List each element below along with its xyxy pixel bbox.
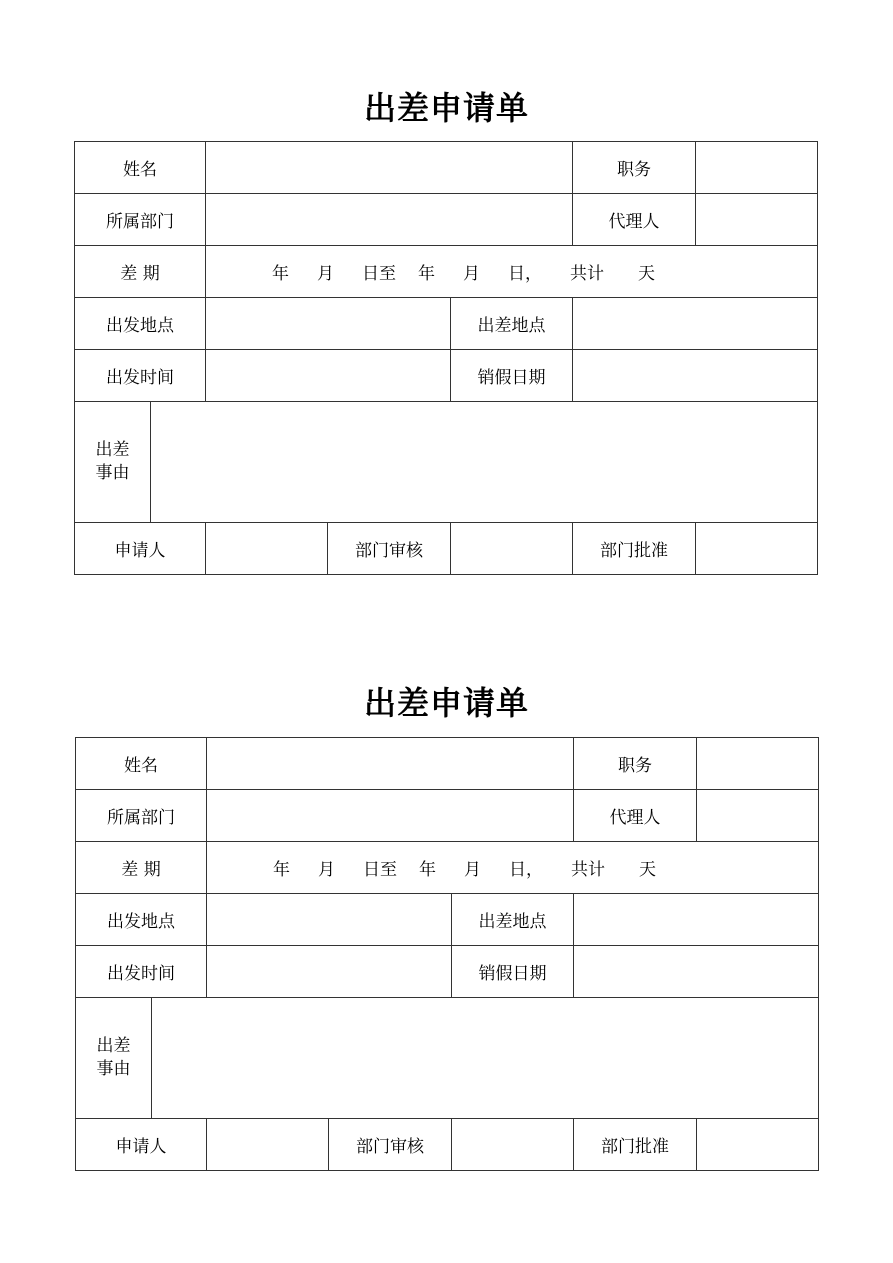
position-field[interactable] — [697, 738, 819, 790]
department-label: 所属部门 — [76, 790, 207, 842]
departure-time-label: 出发时间 — [76, 946, 207, 998]
departure-time-field[interactable] — [207, 946, 452, 998]
agent-field[interactable] — [697, 790, 819, 842]
dept-review-label: 部门审核 — [328, 523, 451, 575]
destination-label: 出差地点 — [451, 298, 573, 350]
period-year-1: 年 — [272, 264, 289, 284]
dept-approval-label: 部门批准 — [574, 1119, 697, 1171]
dept-approval-field[interactable] — [697, 1119, 819, 1171]
form-table — [74, 141, 818, 575]
agent-label: 代理人 — [573, 194, 696, 246]
leave-cancel-date-field[interactable] — [574, 946, 819, 998]
department-field[interactable] — [207, 790, 574, 842]
name-field[interactable] — [206, 142, 573, 194]
period-month-2: 月 — [464, 860, 481, 880]
period-year-1: 年 — [273, 860, 290, 880]
reason-label-text: 出差事由 — [95, 440, 130, 483]
leave-cancel-date-field[interactable] — [573, 350, 818, 402]
destination-field[interactable] — [573, 298, 818, 350]
reason-label-text: 出差事由 — [96, 1036, 131, 1079]
form-table — [75, 737, 819, 1171]
reason-field[interactable] — [152, 998, 819, 1119]
period-field[interactable] — [206, 246, 818, 298]
period-total: 共计 — [570, 264, 604, 284]
period-month-1: 月 — [317, 264, 334, 284]
departure-place-label: 出发地点 — [75, 298, 206, 350]
period-total: 共计 — [571, 860, 605, 880]
period-field[interactable] — [207, 842, 819, 894]
period-day-2: 日， — [508, 264, 542, 284]
period-day-to: 日至 — [362, 264, 396, 284]
agent-label: 代理人 — [574, 790, 697, 842]
name-label: 姓名 — [76, 738, 207, 790]
departure-time-label: 出发时间 — [75, 350, 206, 402]
dept-approval-field[interactable] — [696, 523, 818, 575]
name-label: 姓名 — [75, 142, 206, 194]
reason-label — [75, 402, 151, 523]
period-label: 差 期 — [76, 842, 207, 894]
dept-review-field[interactable] — [451, 523, 573, 575]
leave-cancel-date-label: 销假日期 — [451, 350, 573, 402]
dept-review-label: 部门审核 — [329, 1119, 452, 1171]
applicant-label: 申请人 — [76, 1119, 207, 1171]
departure-place-label: 出发地点 — [76, 894, 207, 946]
position-field[interactable] — [696, 142, 818, 194]
department-label: 所属部门 — [75, 194, 206, 246]
dept-review-field[interactable] — [452, 1119, 574, 1171]
applicant-label: 申请人 — [75, 523, 206, 575]
departure-place-field[interactable] — [207, 894, 452, 946]
departure-place-field[interactable] — [206, 298, 451, 350]
department-field[interactable] — [206, 194, 573, 246]
applicant-field[interactable] — [207, 1119, 329, 1171]
destination-field[interactable] — [574, 894, 819, 946]
applicant-field[interactable] — [206, 523, 328, 575]
period-day-to: 日至 — [363, 860, 397, 880]
period-day-2: 日， — [509, 860, 543, 880]
form-title: 出差申请单 — [363, 684, 529, 722]
name-field[interactable] — [207, 738, 574, 790]
form-title: 出差申请单 — [363, 89, 529, 127]
period-label: 差 期 — [75, 246, 206, 298]
position-label: 职务 — [574, 738, 697, 790]
period-days: 天 — [638, 264, 655, 284]
position-label: 职务 — [573, 142, 696, 194]
dept-approval-label: 部门批准 — [573, 523, 696, 575]
reason-field[interactable] — [151, 402, 818, 523]
reason-label — [76, 998, 152, 1119]
period-month-1: 月 — [318, 860, 335, 880]
agent-field[interactable] — [696, 194, 818, 246]
period-month-2: 月 — [463, 264, 480, 284]
period-year-2: 年 — [419, 860, 436, 880]
leave-cancel-date-label: 销假日期 — [452, 946, 574, 998]
period-days: 天 — [639, 860, 656, 880]
period-year-2: 年 — [418, 264, 435, 284]
destination-label: 出差地点 — [452, 894, 574, 946]
departure-time-field[interactable] — [206, 350, 451, 402]
